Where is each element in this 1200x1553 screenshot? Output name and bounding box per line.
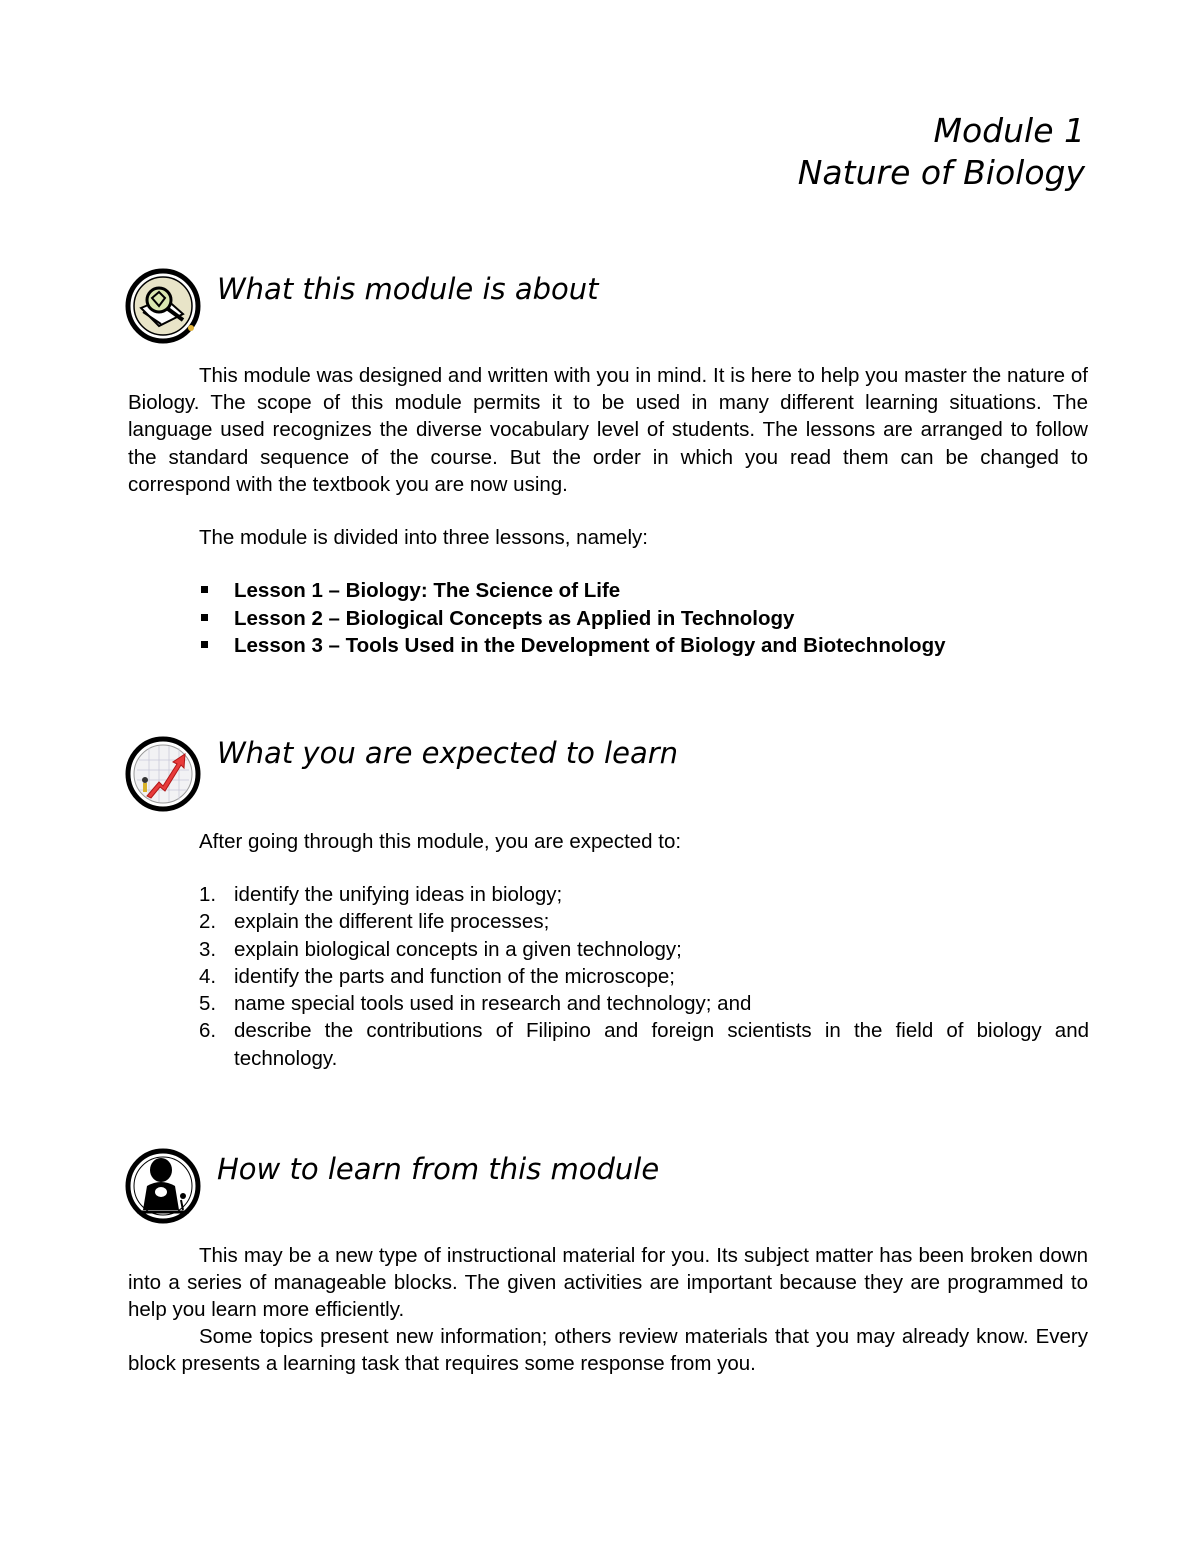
objectives-list (199, 881, 1089, 1072)
list-item: 2. explain the different life processes; (199, 910, 550, 934)
about-heading: What this module is about (217, 272, 599, 306)
list-item: 4. identify the parts and function of the microscope; (199, 964, 676, 988)
lessons-intro: The module is divided into three lessons, namely: (199, 526, 648, 549)
bullet-icon (201, 614, 208, 621)
howto-heading: How to learn from this module (217, 1152, 660, 1186)
module-title: Nature of Biology (797, 153, 1085, 192)
expected-intro: After going through this module, you are expected to: (199, 830, 682, 853)
list-item: Lesson 2 – Biological Concepts as Applied in Technology (199, 605, 946, 633)
list-item: 5. name special tools used in research and technology; and (199, 992, 752, 1016)
list-item: 3. explain biological concepts in a given technology; (199, 937, 682, 961)
book-magnifier-icon (125, 268, 201, 344)
howto-paragraph-2: Some topics present new information; others review materials that you may already know. Every block presents a learning task that requires some response from you. (128, 1325, 1088, 1376)
list-item: 1. identify the unifying ideas in biology; (199, 883, 563, 906)
bullet-icon (201, 586, 208, 593)
module-number: Module 1 (933, 111, 1085, 150)
howto-paragraph-1: This may be a new type of instructional material for you. Its subject matter has been broken down into a series of manageable blocks. The given activities are important because they are programmed to help you learn more efficiently. (128, 1244, 1088, 1322)
growth-arrow-icon (125, 736, 201, 812)
lessons-list (199, 577, 946, 660)
list-item: 6. describe the contributions of Filipino and foreign scientists in the field of biology and technology. (199, 1019, 1089, 1070)
module-title-block (798, 110, 1085, 194)
about-paragraph: This module was designed and written with you in mind. It is here to help you master the nature of Biology. The scope of this module permits it to be used in many different learning situations. The language used recognizes the diverse vocabulary level of students. The lessons are arranged to follow the standard sequence of the course. But the order in which you read them can be changed to correspond with the textbook you are now using. (128, 364, 1088, 496)
student-thinking-icon (125, 1148, 201, 1224)
bullet-icon (201, 641, 208, 648)
list-item: Lesson 3 – Tools Used in the Development of Biology and Biotechnology (199, 632, 946, 660)
expected-heading: What you are expected to learn (217, 736, 679, 770)
list-item: Lesson 1 – Biology: The Science of Life (199, 577, 946, 605)
